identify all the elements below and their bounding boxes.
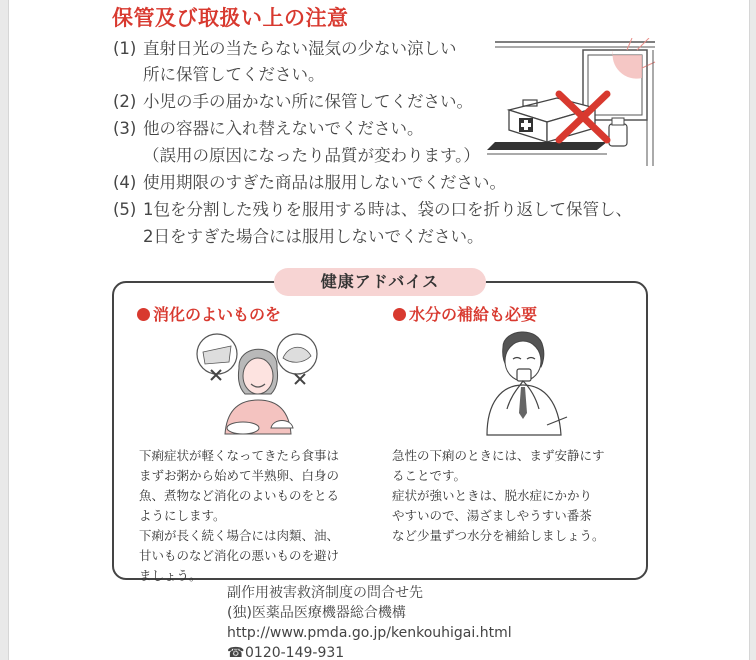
- bullet-dot-icon: [137, 308, 150, 321]
- page: [8, 0, 750, 660]
- advice-left-heading: 消化のよいものを: [137, 302, 281, 325]
- footer-phone: ☎0120-149-931: [227, 643, 512, 660]
- footer-url: http://www.pmda.go.jp/kenkouhigai.html: [227, 625, 512, 641]
- man-drinking-illustration: [477, 325, 569, 437]
- shelf-icon: [487, 142, 607, 154]
- caution-item-continuation: 2日をすぎた場合には服用しないでください。: [143, 227, 484, 246]
- advice-label: 健康アドバイス: [274, 268, 486, 296]
- caution-item: (5) 1包を分割した残りを服用する時は、袋の口を折り返して保管し、: [113, 200, 632, 219]
- caution-item-continuation: 所に保管してください。: [143, 65, 325, 84]
- page-title: 保管及び取扱い上の注意: [112, 6, 349, 30]
- footer-line: (独)医薬品医療機器総合機構: [227, 605, 406, 621]
- bottle-icon: [609, 118, 627, 146]
- bullet-dot-icon: [393, 308, 406, 321]
- footer: [227, 583, 512, 660]
- caution-item: (2) 小児の手の届かない所に保管してください。: [113, 92, 473, 111]
- caution-item: (4) 使用期限のすぎた商品は服用しないでください。: [113, 173, 506, 192]
- caution-item-continuation: （誤用の原因になったり品質が変わります。）: [143, 146, 480, 165]
- advice-right-text: 急性の下痢のときには、まず安静にす ることです。 症状が強いときは、脱水症にかかり やすいので、湯ざましやうすい番茶 など少量ずつ水分を補給しましょう。: [392, 448, 605, 543]
- advice-left-text: 下痢症状が軽くなってきたら食事は まずお粥から始めて半熟卵、白身の 魚、煮物など消化のよいものをとる ようにします。 下痢が長く続く場合には肉類、油、 甘いものなど消化の悪いものを避け ましょう。: [139, 448, 340, 583]
- footer-line: 副作用被害救済制度の問合せ先: [227, 585, 423, 601]
- advice-right-heading: 水分の補給も必要: [393, 302, 537, 325]
- caution-item: (3) 他の容器に入れ替えないでください。: [113, 119, 424, 138]
- telephone-icon: ☎: [227, 645, 245, 660]
- storage-illustration: [487, 38, 657, 168]
- woman-food-illustration: [191, 330, 325, 440]
- caution-item: (1) 直射日光の当たらない湿気の少ない涼しい: [113, 39, 457, 58]
